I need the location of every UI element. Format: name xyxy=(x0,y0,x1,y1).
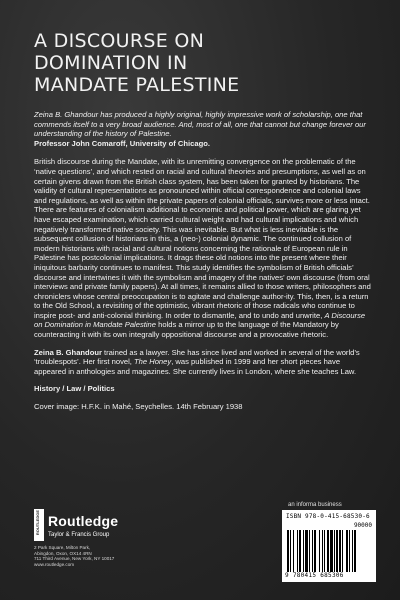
publisher-name: Routledge xyxy=(48,512,119,529)
review-quote: Zeina B. Ghandour has produced a highly original, highly impressive work of scholarship, one that commends itself to a very broad audience. And, most of all, one that cannot but change forever our understanding of the history of Palestine. xyxy=(34,110,366,139)
barcode-bar xyxy=(342,530,343,572)
barcode-bar xyxy=(354,530,356,572)
informa-tagline: an informa business xyxy=(288,502,342,508)
book-description xyxy=(34,157,374,339)
barcode-bar xyxy=(349,530,350,572)
review-attribution: Professor John Comaroff, University of Chicago. xyxy=(34,138,210,148)
title-line: DOMINATION IN xyxy=(34,52,188,74)
barcode-bar xyxy=(312,530,313,572)
back-cover-text xyxy=(34,110,374,412)
description-text: holds a mirror up to the language of the Mandatory by counteracting it with its own integrally oppositional discourse and a provocative rhetoric. xyxy=(34,320,339,340)
barcode-bar xyxy=(314,530,316,572)
barcode-bar xyxy=(324,530,325,572)
isbn-barcode xyxy=(282,510,376,582)
barcode-bars-icon xyxy=(287,530,371,572)
barcode-bar xyxy=(322,530,323,572)
barcode-bar xyxy=(336,530,338,572)
barcode-bar xyxy=(299,530,301,572)
title-line: A DISCOURSE ON xyxy=(34,30,205,52)
title-line: MANDATE PALESTINE xyxy=(34,74,240,96)
address-line: 2 Park Square, Milton Park, xyxy=(34,545,91,550)
barcode-bar xyxy=(352,530,353,572)
book-title xyxy=(34,30,374,96)
address-line: 711 Third Avenue, New York, NY 10017 xyxy=(34,556,115,562)
publisher-logo xyxy=(34,509,118,541)
author-name: Zeina B. Ghandour xyxy=(34,347,102,357)
barcode-bar xyxy=(319,530,320,572)
barcode-bar xyxy=(330,530,333,572)
description-book-title: A Discourse on Domination in Mandate Palestine xyxy=(34,310,366,330)
author-bio-text: , was published in 1999 and her short pieces have appeared in anthologies and magazines. She currently lives in London, where she teaches Law. xyxy=(34,357,357,376)
publisher-group: Taylor & Francis Group xyxy=(48,531,110,538)
review-blurb xyxy=(34,110,374,148)
publisher-address xyxy=(34,545,114,567)
barcode-bar xyxy=(290,530,291,572)
author-bio-text: trained as a lawyer. She has since lived and worked in several of the world’s ‘troublespots’. Her first novel, xyxy=(34,347,360,367)
author-bio xyxy=(34,348,374,377)
author-novel-title: The Honey xyxy=(134,357,172,367)
barcode-bar xyxy=(303,530,304,572)
barcode-bar xyxy=(327,530,329,572)
routledge-logo-icon xyxy=(34,509,44,541)
barcode-digits: 9 780415 685306 xyxy=(285,572,344,579)
address-line: www.routledge.com xyxy=(34,561,75,567)
price-code: 90000 xyxy=(353,522,372,529)
barcode-bar xyxy=(334,530,335,572)
logo-text: ROUTLEDGE xyxy=(35,510,40,536)
barcode-bar xyxy=(309,530,310,572)
isbn-number: ISBN 978-0-415-68530-6 xyxy=(286,513,370,520)
subject-categories: History / Law / Politics xyxy=(34,384,115,394)
address-line: Abingdon, Oxon, OX14 4RN xyxy=(34,550,92,556)
barcode-bar xyxy=(297,530,298,572)
barcode-bar xyxy=(287,530,289,572)
cover-image-credit: Cover image: H.F.K. in Mahé, Seychelles. 14th February 1938 xyxy=(34,402,243,412)
description-text: British discourse during the Mandate, with its unremitting convergence on the problematic of the ‘native questions’, and which rested on racial and cultural theories and presumptions, as well as on certain givens drawn from the British class system, has been taken for granted by historians. The validity of cultural representations as pronounced within official correspondence and colonial laws and regulations, as well as within the private papers of colonial officials, survives more or less intact. There are features of colonialism additional to economic and political power, which are glaring yet have escaped examination, which carried cultural weight and had cultural implications and which negatively transformed native society. This was inevitable. But what is less inevitable is the subsequent collusion of historians in this, a (neo-) colonial dynamic. The continued collusion of modern historians with racial and cultural notions concerning the rationale of European rule in Palestine has postcolonial implications. It drags these old notions into the present where their iniquitous barbarity continues to manifest. This study identifies the symbolism of British officials’ discourse and intertwines it with the symbolism and imagery of the natives’ own discourse (from oral interviews and private family papers). At all times, it remains allied to those writers, philosophers and chroniclers whose central preoccupation is to agitate and challenge author-ity. This, then, is a return to the Old School, a revisiting of the optimistic, vibrant rhetoric of those radicals who continue to inspire post- and anti-colonial thinking. In order to dismantle, and to undo and unwrite, xyxy=(34,157,371,320)
barcode-bar xyxy=(305,530,308,572)
barcode-bar xyxy=(346,530,348,572)
barcode-bar xyxy=(293,530,294,572)
barcode-bar xyxy=(339,530,341,572)
